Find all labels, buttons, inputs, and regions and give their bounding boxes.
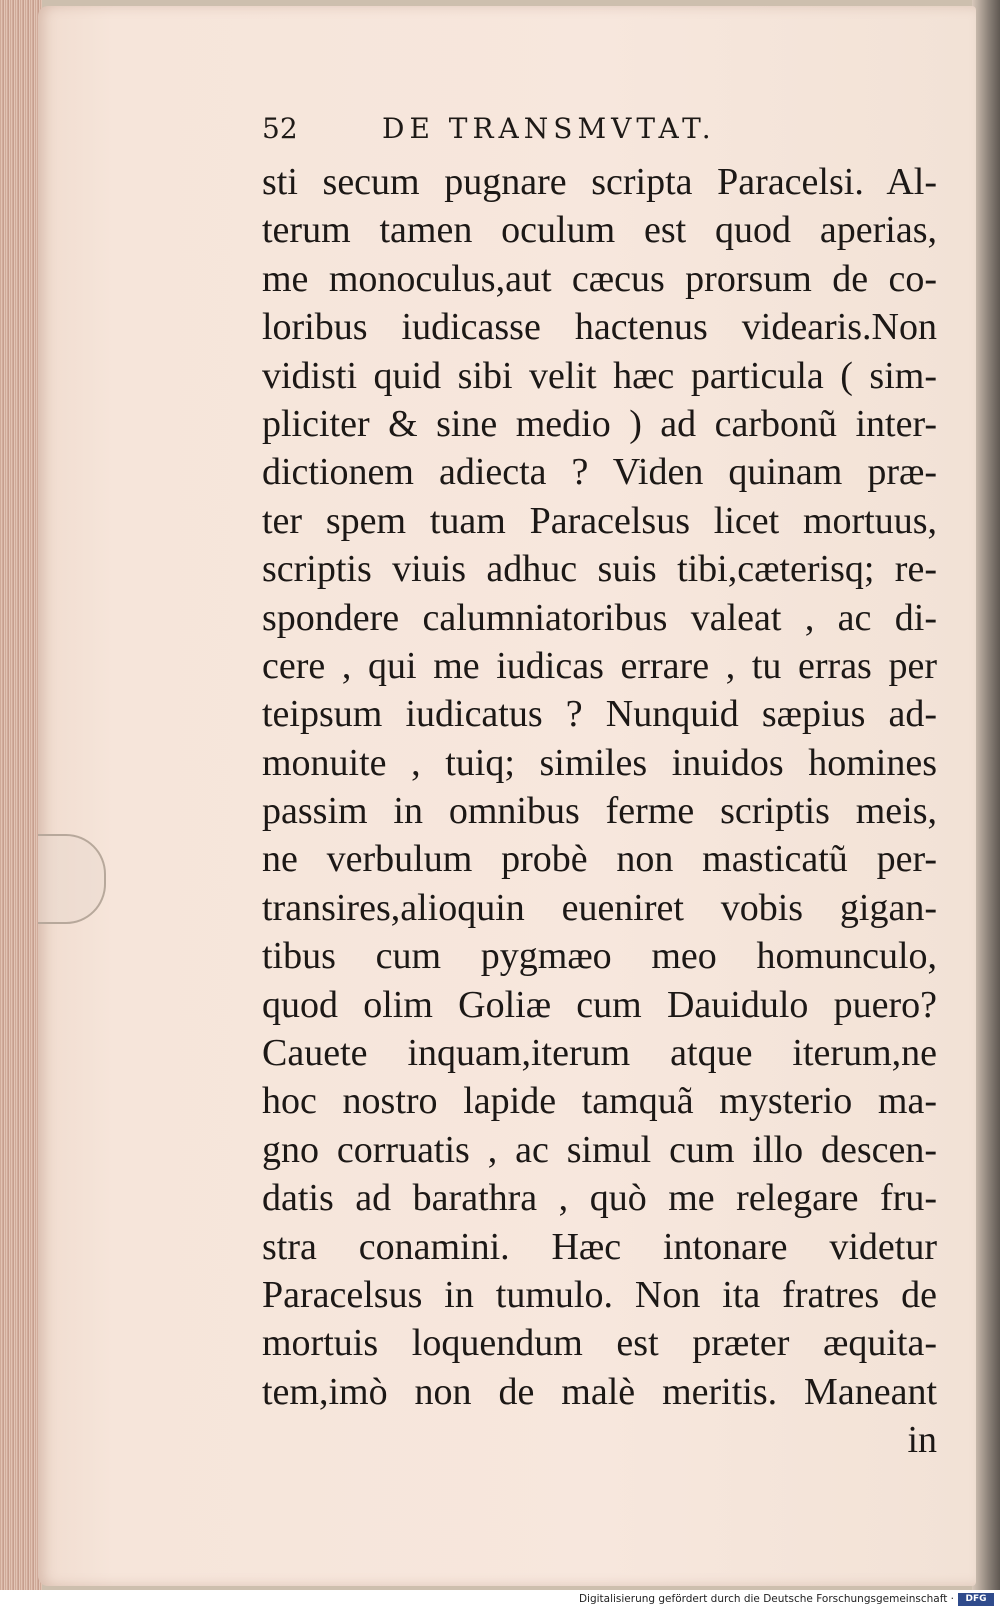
text-line: ter spem tuam Paracelsus licet mortuus, (262, 499, 937, 542)
text-line: Cauete inquam,iterum atque iterum,ne (262, 1032, 937, 1075)
text-line: passim in omnibus ferme scriptis meis, (262, 790, 937, 833)
text-line: monuite , tuiq; similes inuidos homines (262, 741, 937, 784)
text-line: Paracelsus in tumulo. Non ita fratres de (262, 1273, 937, 1316)
text-line: me monoculus,aut cæcus prorsum de co- (262, 257, 937, 300)
text-line: pliciter & sine medio ) ad carbonũ inter- (262, 402, 937, 445)
text-block (262, 158, 937, 1465)
text-line: transires,alioquin eueniret vobis gigan- (262, 886, 937, 929)
text-line: ne verbulum probè non masticatũ per- (262, 838, 937, 881)
text-line: vidisti quid sibi velit hæc particula ( sim- (262, 354, 937, 397)
page-number: 52 (262, 112, 298, 145)
text-line: scriptis viuis adhuc suis tibi,cæterisq; re- (262, 548, 937, 591)
text-line: spondere calumniatoribus valeat , ac di- (262, 596, 937, 639)
text-line: datis ad barathra , quò me relegare fru- (262, 1177, 937, 1220)
text-line: quod olim Goliæ cum Dauidulo puero? (262, 983, 937, 1026)
text-line: hoc nostro lapide tamquã mysterio ma- (262, 1080, 937, 1123)
binding-edge (972, 0, 1000, 1590)
text-line: tem,imò non de malè meritis. Maneant (262, 1370, 937, 1413)
page-edges (0, 0, 42, 1590)
text-line: sti secum pugnare scripta Paracelsi. Al- (262, 161, 937, 203)
clasp-mark (38, 834, 106, 924)
footer-credit: Digitalisierung gefördert durch die Deutsche Forschungsgemeinschaft · (578, 1593, 954, 1605)
text-line: mortuis loquendum est præter æquita- (262, 1322, 937, 1365)
text-line: gno corruatis , ac simul cum illo descen- (262, 1128, 937, 1171)
text-line: teipsum iudicatus ? Nunquid sæpius ad- (262, 693, 937, 736)
text-line: loribus iudicasse hactenus videaris.Non (262, 306, 937, 349)
text-line: tibus cum pygmæo meo homunculo, (262, 935, 937, 978)
running-head (262, 112, 822, 152)
catchword: in (907, 1419, 937, 1462)
running-title: DE TRANSMVTAT. (382, 112, 716, 145)
text-line: dictionem adiecta ? Viden quinam præ- (262, 451, 937, 494)
text-line: stra conamini. Hæc intonare videtur (262, 1225, 937, 1268)
footer-bar (0, 1590, 1000, 1610)
text-line: terum tamen oculum est quod aperias, (262, 209, 937, 252)
text-line: cere , qui me iudicas errare , tu erras per (262, 644, 937, 687)
dfg-logo: DFG (958, 1593, 994, 1606)
